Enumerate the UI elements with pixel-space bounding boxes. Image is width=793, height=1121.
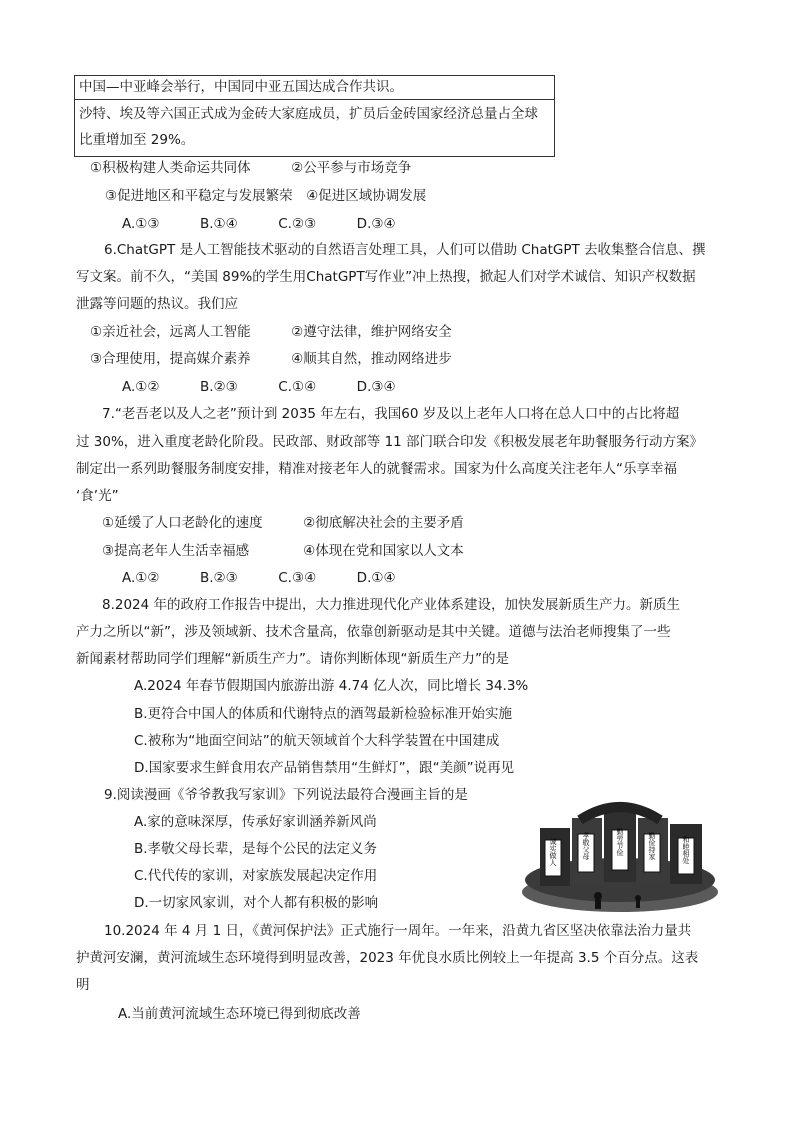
q7-choices: A.①② B.②③ C.③④ D.①④ bbox=[122, 570, 396, 586]
q10-stem-line3: 明 bbox=[76, 977, 90, 993]
q7-stem-line3: 制定出一系列助餐服务制度安排，精准对接老年人的就餐需求。国家为什么高度关注老年人“乐享幸福 bbox=[76, 461, 677, 477]
q8-stem-line3: 新闻素材帮助同学们理解“新质生产力”。请你判断体现“新质生产力”的是 bbox=[76, 651, 509, 667]
q9-stem: 9.阅读漫画《爷爷教我写家训》下列说法最符合漫画主旨的是 bbox=[104, 787, 468, 803]
q9-option-a: A.家的意味深厚，传承好家训涵养新风尚 bbox=[134, 814, 377, 830]
q6-stem-line3: 泄露等问题的热议。我们应 bbox=[76, 296, 238, 312]
q6-stem-line1: 6.ChatGPT 是人工智能技术驱动的自然语言处理工具，人们可以借助 ChatGPT 去收集整合信息、撰 bbox=[104, 242, 706, 258]
q6-options-line1: ①亲近社会，远离人工智能 ②遵守法律，维护网络安全 bbox=[90, 324, 452, 340]
q6-choices: A.①② B.②③ C.①④ D.③④ bbox=[122, 379, 396, 395]
q9-option-d: D.一切家风家训，对个人都有积极的影响 bbox=[134, 895, 379, 911]
q8-stem-line1: 8.2024 年的政府工作报告中提出，大力推进现代化产业体系建设，加快发展新质生产力。新质生 bbox=[102, 597, 681, 613]
q9-option-c: C.代代传的家训，对家族发展起决定作用 bbox=[134, 868, 378, 884]
q6-stem-line2: 写文案。前不久，“美国 89%的学生用ChatGPT写作业”冲上热搜，掀起人们对学术诚信、知识产权数据 bbox=[76, 269, 696, 285]
comic-label-2: 孝敬父母 bbox=[582, 832, 590, 860]
q8-option-d: D.国家要求生鲜食用农产品销售禁用“生鲜灯”，跟“美颜”说再见 bbox=[134, 760, 515, 776]
q8-stem-line2: 产力之所以“新”，涉及领域新、技术含量高，依靠创新驱动是其中关键。道德与法治老师搜集了一些 bbox=[76, 624, 671, 640]
q8-option-a: A.2024 年春节假期国内旅游出游 4.74 亿人次，同比增长 34.3% bbox=[134, 678, 529, 694]
q7-stem-line1: 7.“老吾老以及人之老”预计到 2035 年左右，我国60 岁及以上老年人口将在总人口中的占比将超 bbox=[102, 406, 680, 422]
comic-label-4: 勤俭持家 bbox=[648, 832, 656, 860]
q7-options-line2: ③提高老年人生活幸福感 ④体现在党和国家以人文本 bbox=[102, 543, 464, 559]
info-table bbox=[74, 75, 555, 157]
table-divider bbox=[75, 99, 554, 100]
q6-options-line2: ③合理使用，提高媒介素养 ④顺其自然，推动网络进步 bbox=[90, 351, 452, 367]
q10-option-a: A.当前黄河流域生态环境已得到彻底改善 bbox=[118, 1006, 361, 1022]
q7-options-line1: ①延缓了人口老龄化的速度 ②彻底解决社会的主要矛盾 bbox=[102, 515, 464, 531]
comic-label-3: 勤劳节俭 bbox=[616, 828, 624, 856]
q9-option-b: B.孝敬父母长辈，是每个公民的法定义务 bbox=[134, 841, 378, 857]
q10-stem-line2: 护黄河安澜，黄河流域生态环境得到明显改善，2023 年优良水质比例较上一年提高 3.5 个百分点。这表 bbox=[76, 950, 699, 966]
table-row-2b: 比重增加至 29%。 bbox=[79, 132, 195, 148]
q7-stem-line2: 过 30%，进入重度老龄化阶段。民政部、财政部等 11 部门联合印发《积极发展老年助餐服务行动方案》 bbox=[76, 434, 704, 450]
q10-stem-line1: 10.2024 年 4 月 1 日，《黄河保护法》正式施行一周年。一年来，沿黄九省区坚决依靠法治力量共 bbox=[104, 923, 692, 939]
q8-option-b: B.更符合中国人的体质和代谢特点的酒驾最新检验标准开始实施 bbox=[134, 706, 513, 722]
q5-options-line1: ①积极构建人类命运共同体 ②公平参与市场竞争 bbox=[90, 160, 412, 176]
family-motto-comic bbox=[520, 800, 720, 915]
comic-label-1: 诚实做人 bbox=[549, 838, 557, 866]
comic-label-5: 和睦相处 bbox=[682, 836, 690, 864]
q5-options-line2: ③促进地区和平稳定与发展繁荣 ④促进区域协调发展 bbox=[105, 188, 427, 204]
q7-stem-line4: ‘食’光” bbox=[76, 488, 119, 504]
table-row-1: 中国—中亚峰会举行，中国同中亚五国达成合作共识。 bbox=[79, 79, 403, 95]
q8-option-c: C.被称为“地面空间站”的航天领域首个大科学装置在中国建成 bbox=[134, 733, 500, 749]
table-row-2a: 沙特、埃及等六国正式成为金砖大家庭成员，扩员后金砖国家经济总量占全球 bbox=[79, 106, 538, 122]
q5-choices: A.①③ B.①④ C.②③ D.③④ bbox=[122, 216, 396, 232]
